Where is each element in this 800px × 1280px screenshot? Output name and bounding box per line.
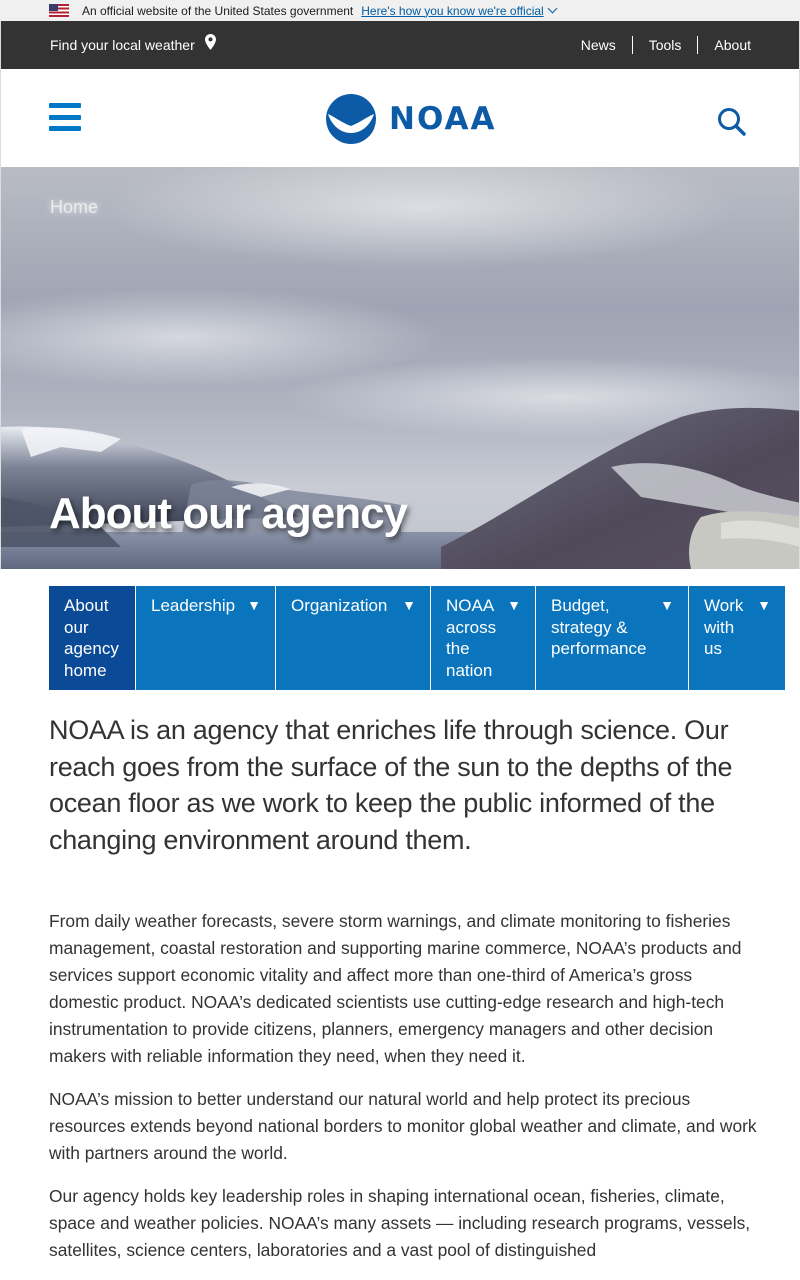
hamburger-menu-button[interactable] (49, 103, 81, 131)
us-flag-icon (49, 4, 69, 17)
breadcrumb-home-link[interactable]: Home (50, 197, 99, 217)
nav-about-link[interactable]: About (714, 37, 751, 53)
noaa-logo[interactable] (325, 93, 496, 145)
body-paragraph: NOAA’s mission to better understand our natural world and help protect its precious resources extends beyond national borders to monitor global weather and climate, and work with partners around the world. (49, 1089, 757, 1163)
noaa-emblem-icon (325, 93, 377, 145)
chevron-down-icon (547, 3, 557, 13)
subnav-label: Organization (291, 596, 388, 615)
subnav-label: About our agency home (64, 596, 119, 680)
nav-tools-link[interactable]: Tools (648, 37, 682, 53)
search-icon[interactable] (717, 107, 747, 137)
subnav-item-organization[interactable] (276, 586, 431, 690)
menu-bar (49, 103, 81, 108)
official-site-link-label: Here's how you know we're official (361, 3, 544, 18)
utility-bar (0, 21, 800, 69)
dropdown-arrow-icon: ▼ (247, 597, 261, 613)
dropdown-arrow-icon: ▼ (757, 597, 771, 613)
subnav-label: NOAA across the nation (446, 596, 497, 680)
dropdown-arrow-icon: ▼ (507, 597, 521, 613)
subnav-item-leadership[interactable] (136, 586, 276, 690)
subnav-item-noaa-across-nation[interactable] (431, 586, 536, 690)
body-paragraph: Our agency holds key leadership roles in shaping international ocean, fisheries, climate, space and weather policies. NOAA’s many assets — including research programs, vessels, satellites, science centers, laboratories and a vast pool of distinguished (49, 1186, 751, 1260)
nav-news-link[interactable]: News (580, 37, 616, 53)
hero-banner (0, 167, 800, 569)
subnav-label: Work with us (704, 596, 744, 658)
subnav-label: Budget, strategy & performance (551, 596, 647, 658)
page-title: About our agency (49, 489, 408, 538)
section-subnav (49, 586, 785, 690)
location-pin-icon (205, 34, 216, 50)
body-paragraph: From daily weather forecasts, severe storm warnings, and climate monitoring to fisheries management, coastal restoration and supporting marine commerce, NOAA’s products and services support economic vitality and affect more than one-third of America’s gross domestic product. NOAA’s dedicated scientists use cutting-edge research and high-tech instrumentation to provide citizens, planners, emergency managers and other decision makers with reliable information they need, when they need it. (49, 911, 742, 1066)
gov-banner (0, 0, 800, 21)
utility-nav (565, 36, 751, 54)
menu-bar (49, 126, 81, 131)
main-content (49, 712, 759, 1264)
subnav-item-work-with-us[interactable] (689, 586, 785, 690)
official-site-link[interactable] (361, 4, 555, 18)
subnav-item-budget-strategy[interactable] (536, 586, 689, 690)
subnav-label: Leadership (151, 596, 236, 615)
site-header (0, 69, 800, 167)
dropdown-arrow-icon: ▼ (660, 597, 674, 613)
logo-wordmark: NOAA (389, 101, 497, 137)
gov-banner-text: An official website of the United States government (82, 3, 354, 18)
dropdown-arrow-icon: ▼ (402, 597, 416, 613)
find-local-weather-label: Find your local weather (50, 37, 195, 53)
find-local-weather-link[interactable] (50, 37, 216, 53)
lead-paragraph: NOAA is an agency that enriches life through science. Our reach goes from the surface of the sun to the depths of the ocean floor as we work to keep the public informed of the changing environment around them. (49, 715, 733, 855)
menu-bar (49, 115, 81, 120)
subnav-item-about-home[interactable] (49, 586, 136, 690)
